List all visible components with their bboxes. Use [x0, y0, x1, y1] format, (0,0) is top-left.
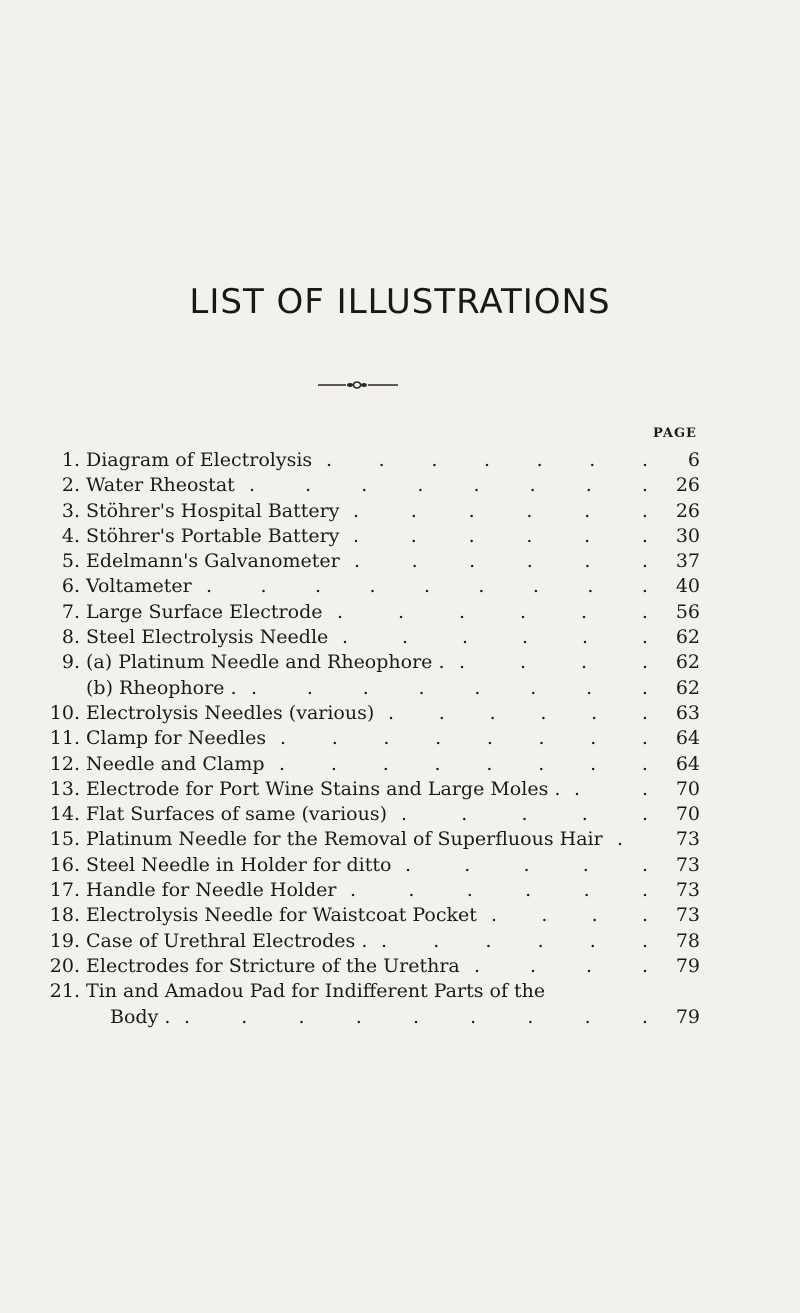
- entry-page: 62: [675, 626, 700, 649]
- entry-number: 5.: [61, 550, 80, 573]
- entry-title: Body .: [110, 1005, 171, 1028]
- entry-page: 79: [675, 954, 700, 977]
- entry-page: 79: [675, 1005, 700, 1028]
- list-item: [0, 625, 800, 650]
- dot-leader: . . . . . .: [354, 550, 648, 573]
- entry-page: 6: [687, 449, 700, 471]
- list-item: [0, 827, 800, 852]
- dot-leader: .: [617, 828, 624, 851]
- entry-page: 63: [675, 701, 700, 724]
- entry-number: 3.: [61, 499, 80, 522]
- entry-page: 30: [675, 524, 700, 547]
- entry-number: 12.: [49, 752, 80, 775]
- entry-title: Voltameter: [86, 575, 192, 598]
- entry-page: 73: [675, 904, 700, 927]
- entry-number: 20.: [49, 954, 80, 977]
- entry-number: 1.: [61, 449, 80, 471]
- entry-page: 64: [675, 727, 700, 750]
- entry-number: 14.: [49, 803, 80, 826]
- dot-leader: . . . . . .: [342, 626, 648, 649]
- entry-title: Electrolysis Needles (various): [86, 701, 375, 724]
- list-item: [0, 600, 800, 625]
- entry-page: 70: [675, 803, 700, 826]
- entry-title: Clamp for Needles: [86, 727, 267, 750]
- illustrations-list: [0, 448, 800, 1030]
- entry-page: 37: [675, 550, 700, 573]
- entry-page: 73: [675, 879, 700, 902]
- dot-leader: . . . . . . . .: [251, 676, 648, 699]
- dot-leader: . . . . . . . .: [249, 474, 648, 497]
- dot-leader: . . . . . . . .: [279, 752, 648, 775]
- entry-number: 10.: [49, 701, 80, 724]
- entry-number: 17.: [49, 879, 80, 902]
- list-item: [0, 878, 800, 903]
- dot-leader: . . . . . . . . .: [184, 1005, 648, 1028]
- dot-leader: . .: [574, 777, 648, 800]
- entry-page: 26: [675, 474, 700, 497]
- entry-title: Electrodes for Stricture of the Urethra: [86, 954, 460, 977]
- entry-number: 7.: [61, 600, 80, 623]
- entry-title: Case of Urethral Electrodes .: [86, 929, 368, 952]
- entry-page: 40: [675, 575, 700, 598]
- entry-title: Platinum Needle for the Removal of Superfluous Hair: [86, 828, 603, 851]
- list-item: [0, 549, 800, 574]
- entry-page: 62: [675, 651, 700, 674]
- entry-title: Diagram of Electrolysis: [86, 449, 313, 471]
- list-item: [0, 701, 800, 726]
- dot-leader: . . . . . .: [388, 701, 648, 724]
- entry-title: Edelmann's Galvanometer: [86, 550, 340, 573]
- list-item: [0, 448, 800, 473]
- dot-leader: . . . . .: [405, 853, 648, 876]
- entry-number: 2.: [61, 474, 80, 497]
- entry-number: 15.: [49, 828, 80, 851]
- list-item: [0, 903, 800, 928]
- entry-page: 64: [675, 752, 700, 775]
- list-item: [0, 676, 800, 701]
- list-item: [0, 473, 800, 498]
- entry-number: 18.: [49, 904, 80, 927]
- entry-page: 26: [675, 499, 700, 522]
- entry-title: Flat Surfaces of same (various): [86, 803, 387, 826]
- entry-number: 9.: [61, 651, 80, 674]
- entry-page: 62: [675, 676, 700, 699]
- entry-title: Stöhrer's Portable Battery: [86, 524, 340, 547]
- list-item: [0, 954, 800, 979]
- list-item: [0, 650, 800, 675]
- entry-title: Electrolysis Needle for Waistcoat Pocket: [86, 904, 477, 927]
- entry-number: 16.: [49, 853, 80, 876]
- list-item: [0, 777, 800, 802]
- list-item: [0, 752, 800, 777]
- list-item: [0, 853, 800, 878]
- entry-title: (b) Rheophore .: [86, 676, 237, 699]
- dot-leader: . . . . . .: [381, 929, 648, 952]
- dot-leader: . . . .: [474, 954, 648, 977]
- list-item: [0, 499, 800, 524]
- entry-title: Handle for Needle Holder: [86, 879, 337, 902]
- dot-leader: . . . . . . . .: [280, 727, 648, 750]
- entry-title: (a) Platinum Needle and Rheophore .: [86, 651, 445, 674]
- entry-page: 78: [675, 929, 700, 952]
- entry-title: Electrode for Port Wine Stains and Large Moles .: [86, 777, 561, 800]
- entry-page: 73: [675, 853, 700, 876]
- list-item: [0, 726, 800, 751]
- entry-title: Steel Needle in Holder for ditto: [86, 853, 392, 876]
- list-item: [0, 574, 800, 599]
- entry-number: 8.: [61, 626, 80, 649]
- entry-number: 13.: [49, 777, 80, 800]
- dot-leader: . . . . . . .: [326, 449, 648, 471]
- entry-title: Tin and Amadou Pad for Indifferent Parts of the: [86, 980, 546, 1003]
- list-item: [0, 929, 800, 954]
- dot-leader: . . . . .: [401, 803, 648, 826]
- dot-leader: . . . . . . . . .: [206, 575, 648, 598]
- entry-page: 73: [675, 828, 700, 851]
- entry-title: Large Surface Electrode: [86, 600, 323, 623]
- list-item: [0, 802, 800, 827]
- entry-number: 19.: [49, 929, 80, 952]
- dot-leader: . . . .: [491, 904, 648, 927]
- dot-leader: . . . . . .: [350, 879, 648, 902]
- entry-page: 56: [675, 600, 700, 623]
- dot-leader: . . . . . .: [337, 600, 648, 623]
- entry-page: 70: [675, 777, 700, 800]
- list-item: [0, 979, 800, 1004]
- list-item: [0, 1005, 800, 1030]
- entry-title: Steel Electrolysis Needle: [86, 626, 329, 649]
- dot-leader: . . . . . .: [353, 524, 648, 547]
- entry-title: Water Rheostat: [86, 474, 235, 497]
- dot-leader: . . . .: [459, 651, 648, 674]
- dot-leader: . . . . . .: [353, 499, 648, 522]
- entry-number: 6.: [61, 575, 80, 598]
- entry-number: 11.: [49, 727, 80, 750]
- entry-number: 4.: [61, 524, 80, 547]
- page-heading: LIST OF ILLUSTRATIONS: [189, 282, 611, 322]
- page-column-label: PAGE: [653, 426, 697, 441]
- entry-number: 21.: [49, 980, 80, 1003]
- divider-ornament: [316, 380, 400, 390]
- entry-title: Needle and Clamp: [86, 752, 265, 775]
- entry-title: Stöhrer's Hospital Battery: [86, 499, 340, 522]
- list-item: [0, 524, 800, 549]
